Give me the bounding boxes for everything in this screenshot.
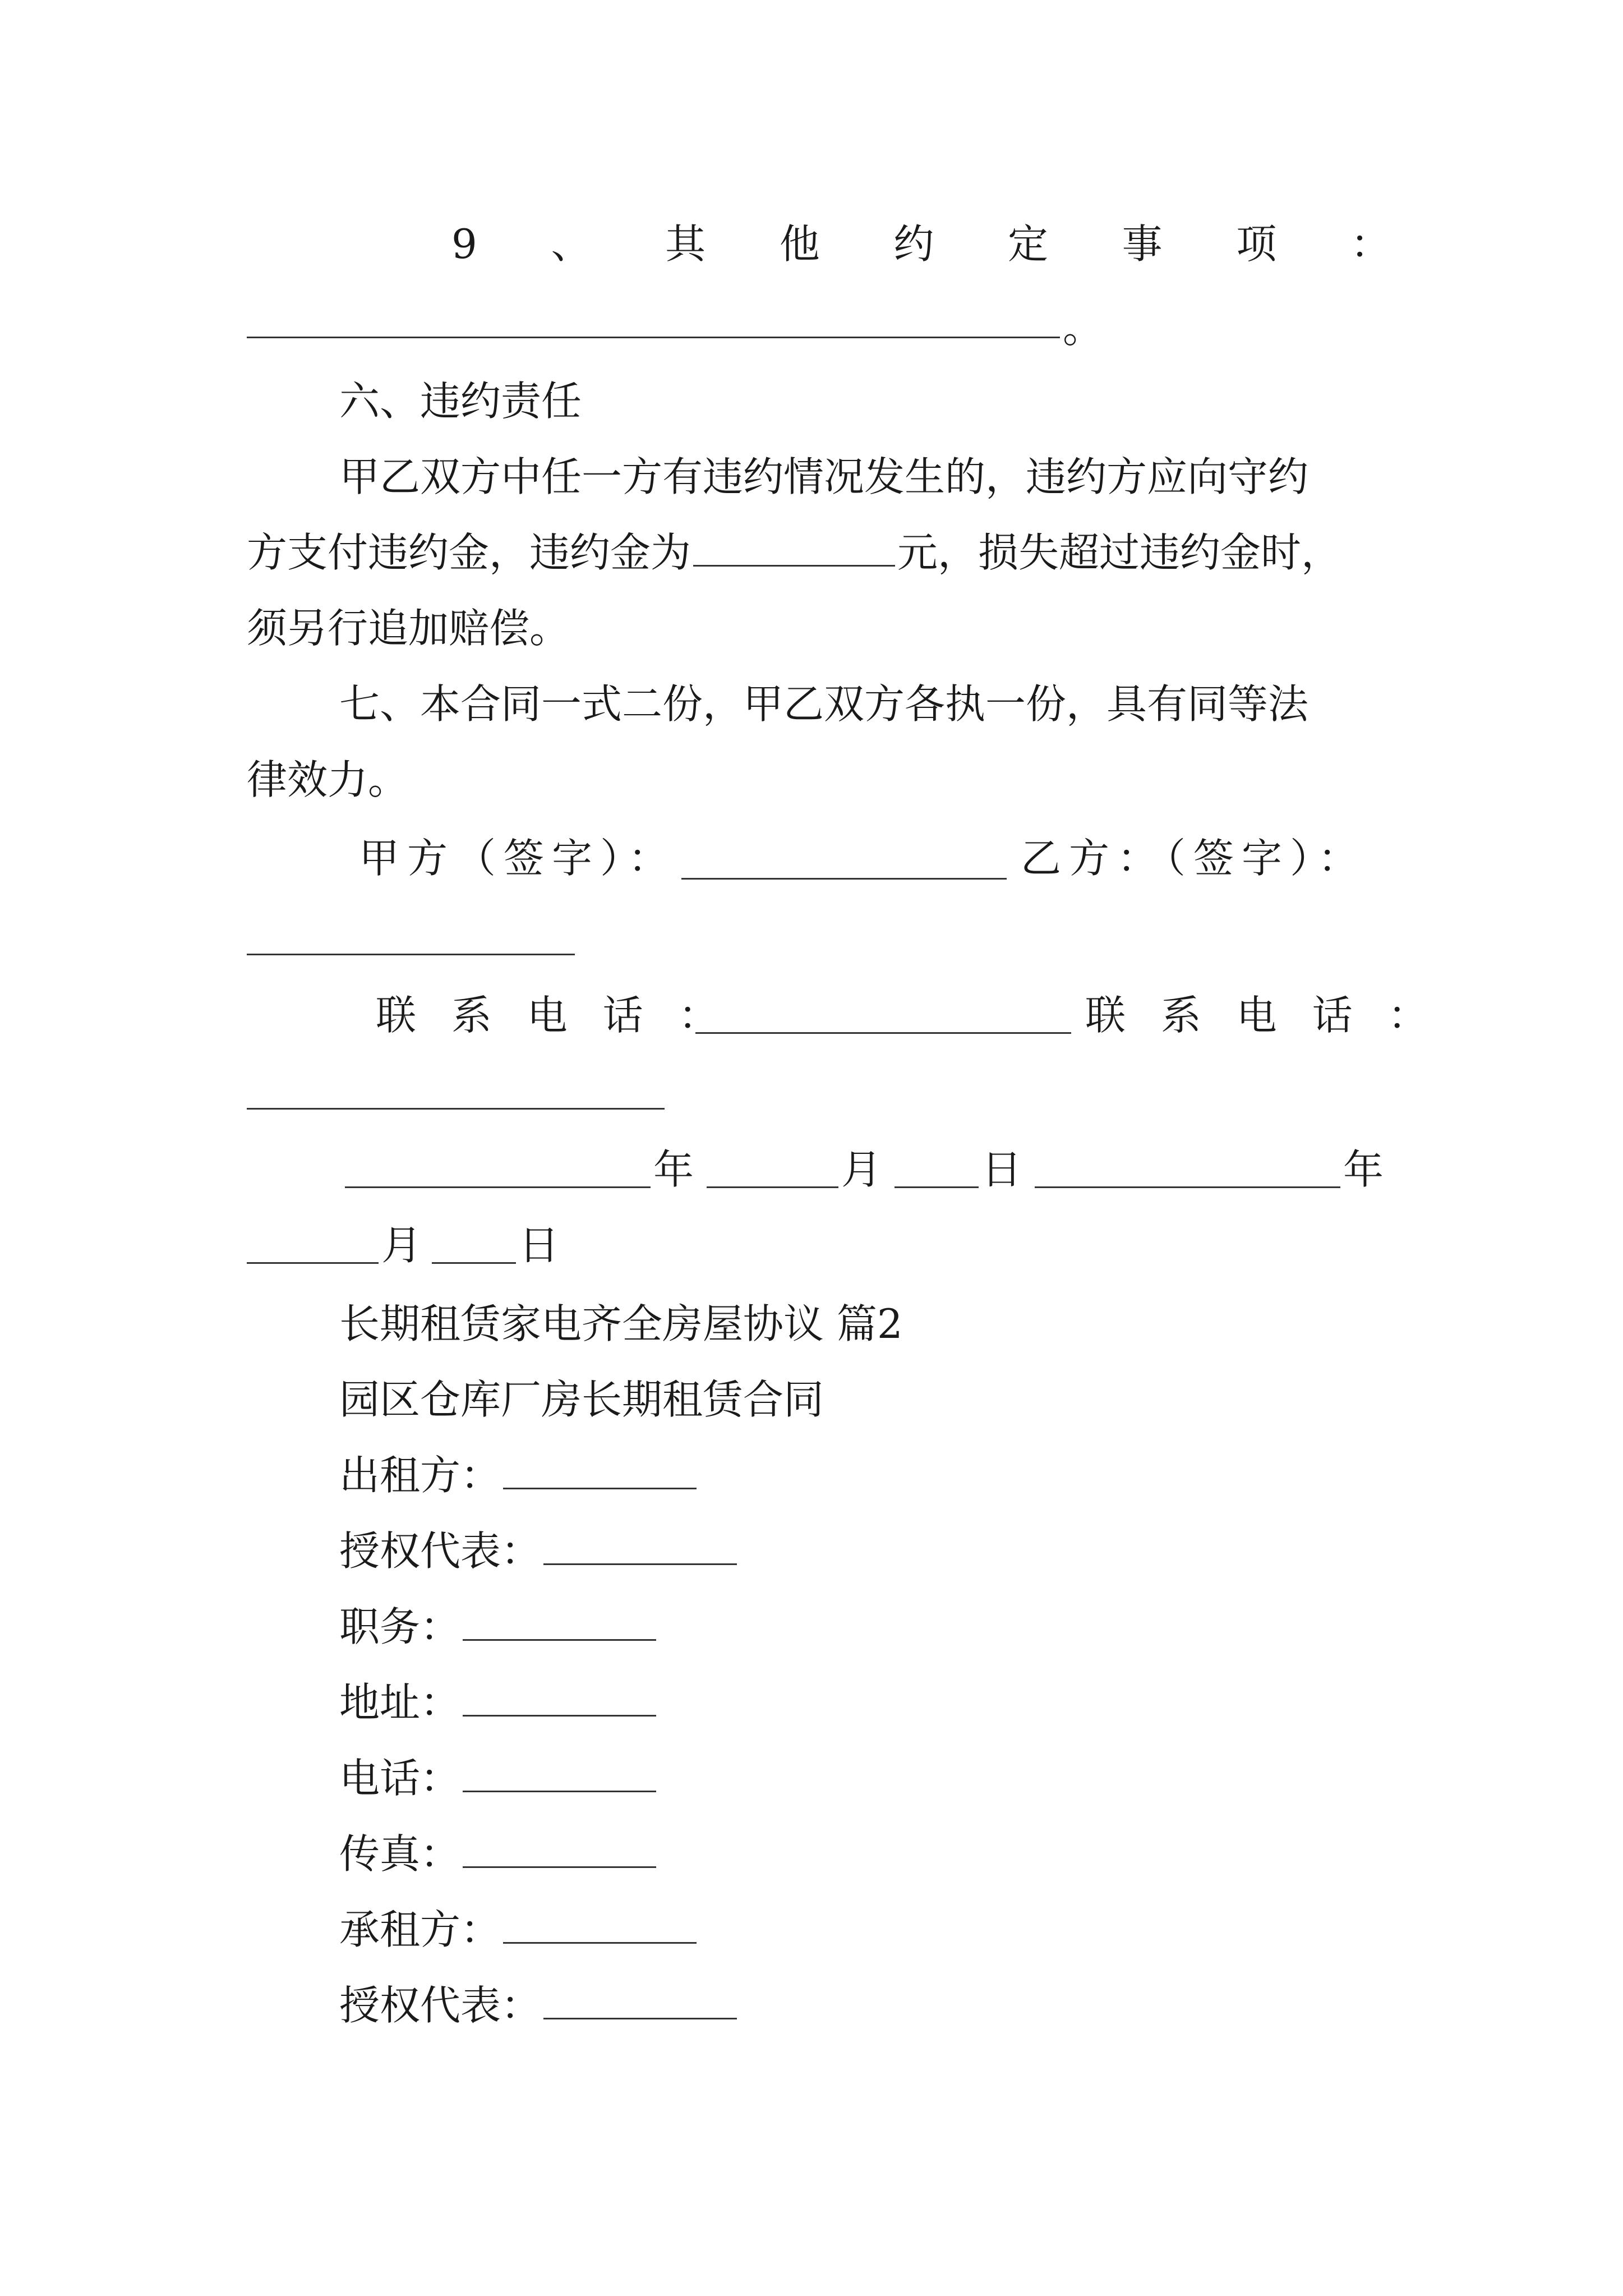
section-6-line-2	[247, 524, 1391, 581]
party-a-signature-blank[interactable]	[681, 878, 1007, 880]
section-6-line-2-pre: 方支付违约金，违约金为	[247, 529, 691, 576]
party-b-month-label: 月	[381, 1222, 422, 1269]
field-blank[interactable]	[543, 1983, 737, 2019]
address-field	[339, 1674, 1391, 1731]
party-b-phone-label: 联 系 电 话 ：	[1085, 992, 1440, 1039]
party-b-day-blank[interactable]	[432, 1262, 516, 1264]
section-6-line-1: 甲乙双方中任一方有违约情况发生的，违约方应向守约	[339, 453, 1309, 500]
party-b-year-blank[interactable]	[1035, 1186, 1340, 1188]
party-b-day-label: 日	[519, 1222, 560, 1269]
clause-9-char: 定	[1008, 220, 1049, 268]
field-blank[interactable]	[463, 1680, 656, 1717]
clause-9-char: 约	[893, 220, 934, 268]
field-label: 授权代表：	[339, 1527, 542, 1575]
authorized-rep-field	[339, 1523, 1391, 1579]
field-label: 承租方：	[339, 1906, 501, 1953]
party-a-month-blank[interactable]	[707, 1186, 838, 1188]
lessee-field	[339, 1902, 1391, 1958]
party-b-signature-label: 乙方：（签字）：	[1021, 835, 1367, 882]
clause-9-blank[interactable]	[247, 337, 1060, 338]
clause-9-char: 项	[1236, 220, 1277, 268]
party-b-month-blank[interactable]	[247, 1262, 379, 1264]
party-a-year-blank[interactable]	[345, 1186, 651, 1188]
party-b-signature-blank[interactable]	[247, 954, 575, 955]
part-2-heading: 长期租赁家电齐全房屋协议 篇2	[339, 1300, 903, 1347]
party-a-phone-label: 联 系 电 话 ：	[376, 992, 730, 1039]
field-label: 职务：	[339, 1603, 461, 1650]
field-label: 电话：	[339, 1755, 461, 1802]
section-6-line-2-post: 元，损失超过违约金时，	[897, 529, 1342, 576]
field-label: 授权代表：	[339, 1982, 542, 2029]
clause-9-char: ：	[1350, 220, 1391, 268]
clause-9-line	[451, 216, 1391, 272]
phone-field	[339, 1750, 1391, 1806]
penalty-amount-blank[interactable]	[693, 530, 895, 567]
section-7-line-1: 七、本合同一式二份，甲乙双方各执一份，具有同等法	[339, 680, 1309, 728]
clause-9-end: 。	[1063, 305, 1104, 352]
party-a-month-label: 月	[841, 1146, 882, 1193]
field-label: 地址：	[339, 1679, 461, 1726]
clause-9-char: 、	[551, 220, 592, 268]
field-blank[interactable]	[463, 1832, 656, 1868]
fax-field	[339, 1826, 1391, 1882]
position-field	[339, 1599, 1391, 1655]
field-blank[interactable]	[543, 1529, 737, 1565]
party-a-signature-label: 甲方（签字）：	[359, 835, 677, 882]
section-6-heading: 六、违约责任	[339, 378, 582, 425]
contract-title: 园区仓库厂房长期租赁合同	[339, 1376, 824, 1423]
field-blank[interactable]	[463, 1604, 656, 1641]
field-blank[interactable]	[503, 1907, 697, 1944]
clause-9-char: 他	[779, 220, 820, 268]
lessee-authorized-rep-field	[339, 1977, 1391, 2033]
clause-9-char: 9	[451, 220, 477, 268]
clause-9-char: 事	[1122, 220, 1163, 268]
field-label: 传真：	[339, 1830, 461, 1878]
party-a-year-label: 年	[653, 1146, 694, 1193]
party-a-phone-blank[interactable]	[695, 1032, 1071, 1034]
field-blank[interactable]	[463, 1756, 656, 1792]
party-b-year-label: 年	[1343, 1146, 1384, 1193]
lessor-field	[339, 1447, 1391, 1503]
party-a-day-label: 日	[981, 1146, 1022, 1193]
section-7-line-2: 律效力。	[247, 756, 409, 803]
field-label: 出租方：	[339, 1452, 501, 1499]
clause-9-char: 其	[665, 220, 706, 268]
party-a-day-blank[interactable]	[895, 1186, 979, 1188]
party-b-phone-blank[interactable]	[247, 1108, 665, 1110]
section-6-line-3: 须另行追加赔偿。	[247, 605, 570, 652]
field-blank[interactable]	[503, 1453, 697, 1489]
